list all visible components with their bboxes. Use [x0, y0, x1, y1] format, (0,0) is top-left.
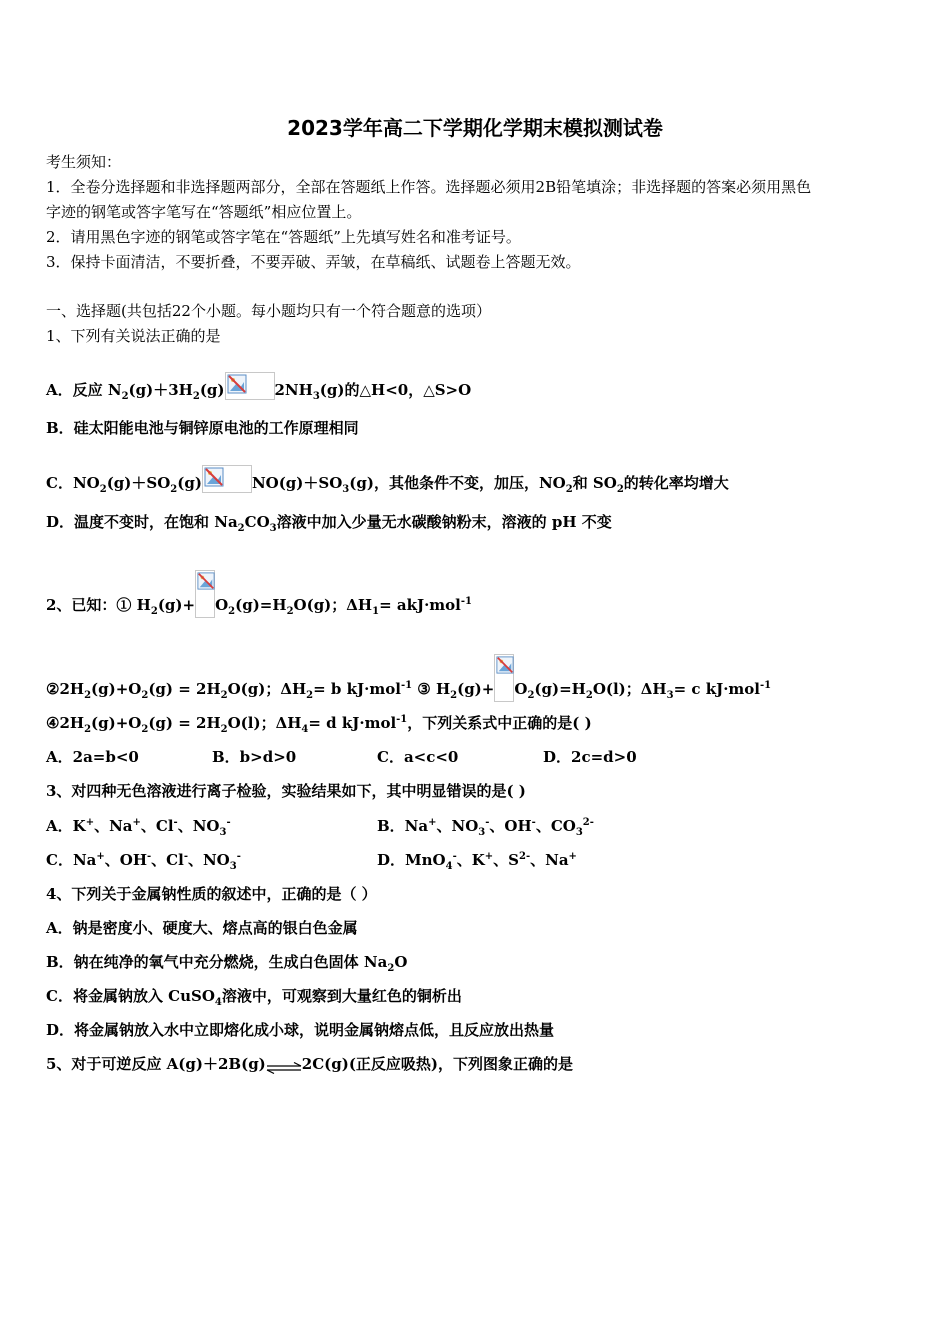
q1-option-c: C．$NO_2(g)+SO_2(g)$ $NO(g)+SO_3(g)$，其他条件不变，加压，$NO_2$和 $SO_2$的转化率均增大 — [46, 465, 729, 493]
q2-option-c: C．a<c<0 — [377, 748, 459, 766]
equilibrium-arrow-image-icon — [202, 465, 252, 493]
q1-option-a: A．反应 $N_2(g)+3H_2(g)$ $2NH_3(g)$的△H<0，△S>O — [46, 372, 471, 400]
page-title: 2023学年高二下学期化学期末模拟测试卷 — [287, 116, 663, 140]
notice-line-2: 2．请用黑色字迹的钢笔或答字笔在“答题纸”上先填写姓名和准考证号。 — [46, 228, 521, 246]
notice-line-1: 1．全卷分选择题和非选择题两部分，全部在答题纸上作答。选择题必须用2B铅笔填涂；非选择题的答案必须用黑色 — [46, 178, 812, 196]
q4-option-c: C．将金属钠放入 CuSO$_4$溶液中，可观察到大量红色的铜析出 — [46, 987, 462, 1008]
notice-heading: 考生须知： — [46, 153, 122, 171]
q3-option-a: A．K+、Na+、Cl-、$NO_3^-$ — [46, 817, 231, 838]
q3-option-c: C．Na+、OH-、Cl-、$NO_3^-$ — [46, 851, 241, 872]
q2-option-b: B．b>d>0 — [212, 748, 297, 766]
q2-line-1: 2、已知：① $H_2(g)+$ $O_2(g)=H_2O(g)$；$\Delta H_1= akJ\cdot mol^{-1}$ — [46, 570, 472, 615]
q3-stem: 3、对四种无色溶液进行离子检验，实验结果如下，其中明显错误的是( ) — [46, 782, 526, 800]
q2-option-d: D．2c=d>0 — [543, 748, 637, 766]
q1-stem: 1、下列有关说法正确的是 — [46, 327, 221, 345]
equilibrium-arrow-image-icon — [225, 372, 275, 400]
q4-option-d: D．将金属钠放入水中立即熔化成小球，说明金属钠熔点低，且反应放出热量 — [46, 1021, 555, 1039]
q3-option-d: D．MnO$_4$-、K+、$S^{2-}$、Na+ — [377, 851, 577, 872]
fraction-image-icon — [195, 570, 215, 618]
q4-option-a: A．钠是密度小、硬度大、熔点高的银白色金属 — [46, 919, 358, 937]
notice-line-1b: 字迹的钢笔或答字笔写在“答题纸”相应位置上。 — [46, 203, 362, 221]
q4-option-b: B．钠在纯净的氧气中充分燃烧，生成白色固体 $Na_2O$ — [46, 953, 408, 974]
q2-line-3: $④2H_2(g)+O_2(g) = 2H_2O(l)$；$\Delta H_4= d$ kJ·mol$^{-1}$，下列关系式中正确的是( ) — [46, 714, 592, 735]
q5-stem: 5、对于可逆反应 A(g)＋2B(g) 2C(g)(正反应吸热)，下列图象正确的是 — [46, 1055, 574, 1073]
q4-stem: 4、下列关于金属钠性质的叙述中，正确的是（ ） — [46, 885, 377, 903]
q2-option-a: A．2a=b<0 — [46, 748, 139, 766]
q1-option-b: B．硅太阳能电池与铜锌原电池的工作原理相同 — [46, 419, 359, 437]
fraction-image-icon — [494, 654, 514, 702]
section-heading: 一、选择题(共包括22个小题。每小题均只有一个符合题意的选项） — [46, 302, 491, 320]
notice-line-3: 3．保持卡面清洁，不要折叠，不要弄破、弄皱，在草稿纸、试题卷上答题无效。 — [46, 253, 581, 271]
q1-option-d: D．温度不变时，在饱和 $Na_2CO_3$溶液中加入少量无水碳酸钠粉末，溶液的 pH 不变 — [46, 513, 612, 534]
q2-line-2: $②2H_2(g)+O_2(g) = 2H_2O(g)$；$\Delta H_2= b$ kJ·mol$^{-1}$ ③ $H_2(g)+$ $O_2(g)=H_2O(l)$；$\Delta H_3= c$ kJ·mol$^{-1}$ — [46, 654, 771, 699]
equilibrium-arrow-icon — [266, 1059, 302, 1071]
q3-option-b: B．Na+、$NO_3^-$、OH-、$CO_3^{2-}$ — [377, 817, 594, 838]
